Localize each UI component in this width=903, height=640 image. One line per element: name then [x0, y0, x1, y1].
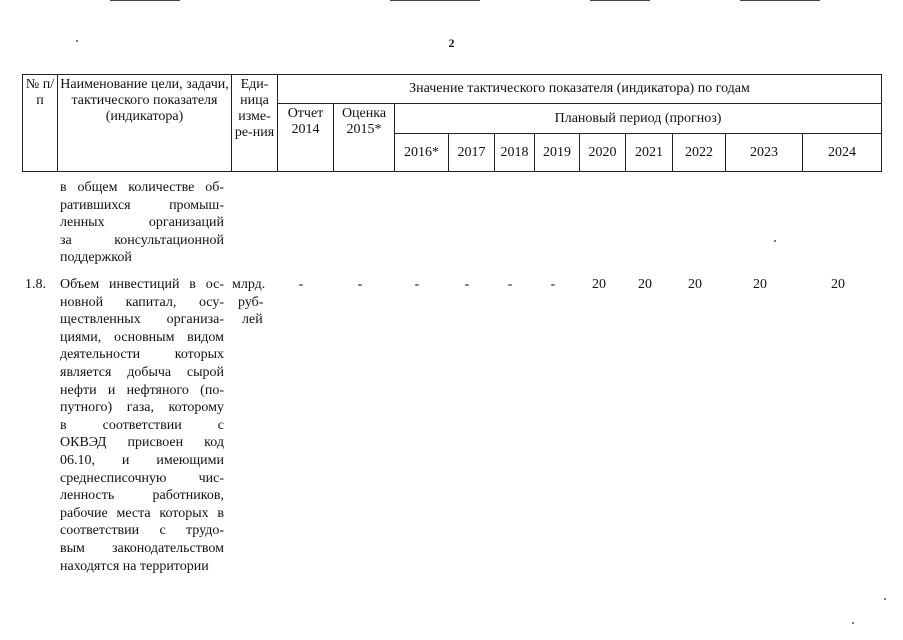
row-18-unit-line: лей	[242, 312, 263, 328]
row-18-name-line: деятельности которых	[60, 347, 224, 363]
header-report: Отчет 2014	[278, 104, 334, 172]
value-cell: 20	[592, 277, 606, 292]
header-year: 2019	[535, 134, 580, 172]
header-year: 2018	[495, 134, 535, 172]
row-18-unit-line: руб-	[238, 294, 264, 310]
value-cell: 20	[831, 277, 845, 292]
page-number: 2	[448, 36, 455, 50]
row-18-name-line: новной капитал, осу-	[60, 294, 224, 310]
scan-speck	[884, 598, 886, 600]
value-cell: -	[414, 277, 420, 292]
header-plan-group: Плановый период (прогноз)	[395, 104, 882, 134]
scan-speck	[852, 622, 854, 624]
header-number: № п/п	[23, 75, 58, 172]
row-prev-name-line: в общем количестве об-	[60, 180, 224, 195]
row-18-name-line: соответствии с трудо-	[60, 523, 224, 539]
header-year: 2020	[580, 134, 626, 172]
value-cell: 20	[753, 277, 767, 292]
row-number: 1.8.	[25, 277, 46, 292]
header-year: 2021	[626, 134, 673, 172]
header-unit: Еди-ница изме-ре-ния	[232, 75, 278, 172]
row-18-name-line: ществленных организа-	[60, 312, 224, 328]
row-prev-name-line: ратившихся промыш-	[60, 197, 224, 213]
row-prev-name-line: ленных организаций	[60, 215, 224, 231]
row-18-name-line: находятся на территории	[60, 558, 209, 574]
row-18-name-line: Объем инвестиций в ос-	[60, 277, 224, 292]
value-cell: 20	[688, 277, 702, 292]
row-18-name	[60, 276, 224, 575]
header-year: 2023	[726, 134, 803, 172]
header-year: 2022	[673, 134, 726, 172]
row-prev-name-line: поддержкой	[60, 250, 132, 266]
value-cell: -	[507, 277, 513, 292]
row-18-name-line: среднесписочную чис-	[60, 470, 224, 486]
header-estimate: Оценка 2015*	[334, 104, 395, 172]
row-18-name-line: рабочие места которых в	[60, 505, 224, 521]
row-18-name-line: вым законодательством	[60, 540, 224, 556]
header-year: 2024	[803, 134, 882, 172]
value-cell: -	[298, 277, 304, 292]
header-value-group: Значение тактического показателя (индикатора) по годам	[278, 75, 882, 104]
row-18-name-line: является добыча сырой	[60, 364, 224, 380]
scan-speck	[774, 240, 776, 242]
row-18-name-line: ОКВЭД присвоен код	[60, 435, 224, 451]
value-cell: -	[464, 277, 470, 292]
row-18-unit-line: млрд.	[232, 277, 266, 292]
row-18-name-line: путного) газа, которому	[60, 400, 224, 416]
row-18-name-line: ленность работников,	[60, 488, 224, 504]
row-18-name-line: циями, основным видом	[60, 329, 224, 345]
row-18-name-line: в соответствии с	[60, 417, 224, 433]
row-prev-name-line: за консультационной	[60, 232, 224, 248]
value-cell: -	[550, 277, 556, 292]
header-year: 2016*	[395, 134, 449, 172]
header-year: 2017	[449, 134, 495, 172]
value-cell: 20	[638, 277, 652, 292]
row-prev-name	[60, 179, 224, 267]
header-name: Наименование цели, задачи, тактического показателя (индикатора)	[58, 75, 232, 172]
row-18-name-line: нефти и нефтяного (по-	[60, 382, 224, 398]
row-18-unit	[232, 276, 265, 329]
row-18-name-line: 06.10, и имеющими	[60, 452, 224, 468]
scan-speck	[76, 40, 78, 42]
value-cell: -	[357, 277, 363, 292]
